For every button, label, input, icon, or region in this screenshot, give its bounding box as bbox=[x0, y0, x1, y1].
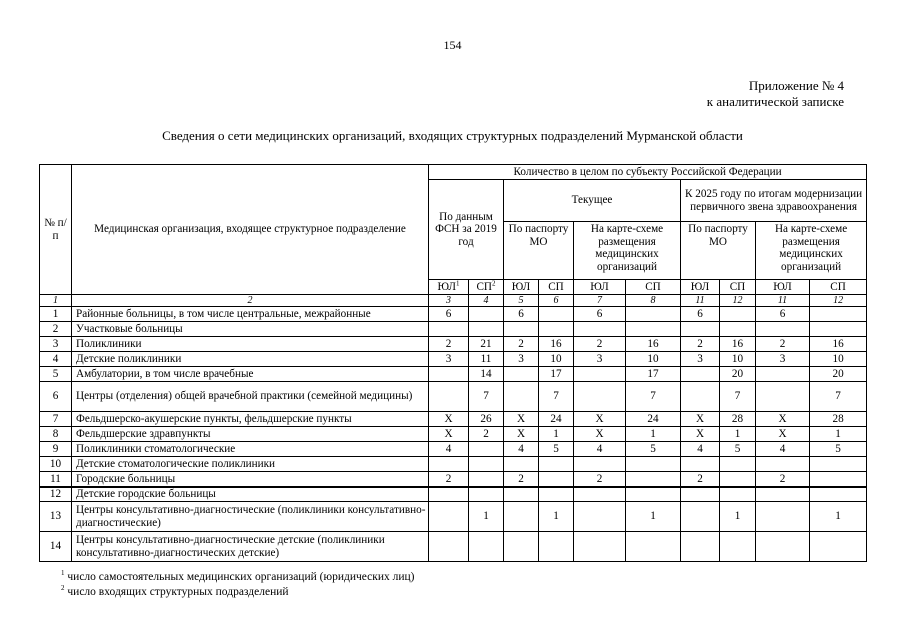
value-cell: 2 bbox=[681, 337, 720, 352]
value-cell bbox=[810, 457, 867, 472]
row-number: 1 bbox=[40, 307, 72, 322]
value-cell: 16 bbox=[720, 337, 756, 352]
row-number: 14 bbox=[40, 532, 72, 562]
value-cell: Х bbox=[756, 427, 810, 442]
value-cell bbox=[626, 487, 681, 502]
value-cell bbox=[469, 472, 504, 487]
value-cell bbox=[469, 457, 504, 472]
value-cell bbox=[810, 472, 867, 487]
value-cell bbox=[574, 502, 626, 532]
value-cell: 1 bbox=[720, 502, 756, 532]
org-name: Фельдшерско-акушерские пункты, фельдшерские пункты bbox=[72, 412, 429, 427]
value-cell bbox=[504, 502, 539, 532]
value-cell bbox=[756, 487, 810, 502]
row-number: 9 bbox=[40, 442, 72, 457]
value-cell bbox=[539, 322, 574, 337]
value-cell: 4 bbox=[504, 442, 539, 457]
header-fsn-yul: $ЮЛ^1$ bbox=[429, 280, 469, 295]
value-cell bbox=[539, 472, 574, 487]
column-index-row bbox=[40, 295, 867, 307]
value-cell bbox=[574, 367, 626, 382]
page-number: 154 bbox=[443, 38, 462, 52]
value-cell bbox=[429, 502, 469, 532]
header-yul: ЮЛ bbox=[574, 280, 626, 295]
value-cell bbox=[469, 307, 504, 322]
value-cell: 2 bbox=[429, 337, 469, 352]
value-cell bbox=[681, 487, 720, 502]
value-cell: 20 bbox=[720, 367, 756, 382]
value-cell bbox=[504, 382, 539, 412]
value-cell bbox=[539, 532, 574, 562]
value-cell: 2 bbox=[681, 472, 720, 487]
value-cell bbox=[756, 502, 810, 532]
value-cell: 20 bbox=[810, 367, 867, 382]
value-cell: 3 bbox=[681, 352, 720, 367]
header-2025: К 2025 году по итогам модернизации первичного звена здравоохранения bbox=[681, 180, 867, 222]
org-name: Поликлиники стоматологические bbox=[72, 442, 429, 457]
value-cell: 6 bbox=[574, 307, 626, 322]
value-cell bbox=[810, 487, 867, 502]
value-cell: 4 bbox=[681, 442, 720, 457]
header-sp: СП bbox=[626, 280, 681, 295]
appendix-line-1: Приложение № 4 bbox=[748, 78, 844, 93]
table-row bbox=[40, 352, 867, 367]
column-index: 7 bbox=[574, 295, 626, 307]
header-row-1 bbox=[40, 165, 867, 180]
appendix-note bbox=[707, 78, 844, 110]
column-index: 12 bbox=[810, 295, 867, 307]
column-index: 11 bbox=[756, 295, 810, 307]
value-cell bbox=[504, 367, 539, 382]
value-cell: 2 bbox=[574, 472, 626, 487]
table-body bbox=[40, 307, 867, 562]
value-cell: 2 bbox=[504, 337, 539, 352]
header-yul: ЮЛ bbox=[681, 280, 720, 295]
value-cell bbox=[469, 487, 504, 502]
value-cell: 16 bbox=[810, 337, 867, 352]
org-name: Фельдшерские здравпункты bbox=[72, 427, 429, 442]
column-index: 1 bbox=[40, 295, 72, 307]
value-cell: 6 bbox=[429, 307, 469, 322]
value-cell bbox=[504, 487, 539, 502]
header-yul: ЮЛ bbox=[504, 280, 539, 295]
row-number: 8 bbox=[40, 427, 72, 442]
value-cell bbox=[681, 382, 720, 412]
value-cell bbox=[720, 322, 756, 337]
value-cell: 2 bbox=[574, 337, 626, 352]
value-cell bbox=[429, 322, 469, 337]
value-cell: 2 bbox=[429, 472, 469, 487]
value-cell bbox=[681, 457, 720, 472]
header-fsn-sp: $СП^2$ bbox=[469, 280, 504, 295]
value-cell bbox=[756, 382, 810, 412]
value-cell bbox=[539, 487, 574, 502]
value-cell: 24 bbox=[539, 412, 574, 427]
column-index: 3 bbox=[429, 295, 469, 307]
value-cell bbox=[626, 457, 681, 472]
column-index: 4 bbox=[469, 295, 504, 307]
value-cell bbox=[756, 457, 810, 472]
org-name: Районные больницы, в том числе центральные, межрайонные bbox=[72, 307, 429, 322]
value-cell: 2 bbox=[756, 472, 810, 487]
value-cell: Х bbox=[574, 427, 626, 442]
value-cell: 21 bbox=[469, 337, 504, 352]
table-row bbox=[40, 412, 867, 427]
value-cell: 1 bbox=[720, 427, 756, 442]
value-cell bbox=[539, 457, 574, 472]
value-cell: 1 bbox=[469, 502, 504, 532]
footnotes bbox=[61, 570, 415, 600]
value-cell: 7 bbox=[810, 382, 867, 412]
value-cell: Х bbox=[504, 427, 539, 442]
column-index: 2 bbox=[72, 295, 429, 307]
header-yul: ЮЛ bbox=[756, 280, 810, 295]
value-cell bbox=[756, 367, 810, 382]
org-name: Амбулатории, в том числе врачебные bbox=[72, 367, 429, 382]
value-cell: 1 bbox=[626, 502, 681, 532]
header-org: Медицинская организация, входящее структурное подразделение bbox=[72, 165, 429, 295]
value-cell: 28 bbox=[720, 412, 756, 427]
table-row bbox=[40, 307, 867, 322]
value-cell: 10 bbox=[720, 352, 756, 367]
value-cell bbox=[429, 367, 469, 382]
table-row bbox=[40, 532, 867, 562]
value-cell: 17 bbox=[539, 367, 574, 382]
value-cell: 24 bbox=[626, 412, 681, 427]
value-cell bbox=[681, 502, 720, 532]
table-row bbox=[40, 367, 867, 382]
value-cell bbox=[626, 322, 681, 337]
value-cell bbox=[504, 322, 539, 337]
header-2025-map: На карте-схеме размещения медицинских организаций bbox=[756, 222, 867, 280]
row-number: 5 bbox=[40, 367, 72, 382]
value-cell bbox=[469, 532, 504, 562]
header-total: Количество в целом по субъекту Российской Федерации bbox=[429, 165, 867, 180]
value-cell: 2 bbox=[756, 337, 810, 352]
value-cell bbox=[429, 532, 469, 562]
value-cell: 7 bbox=[469, 382, 504, 412]
value-cell: Х bbox=[429, 427, 469, 442]
value-cell: 1 bbox=[539, 502, 574, 532]
value-cell bbox=[574, 382, 626, 412]
value-cell bbox=[720, 532, 756, 562]
column-index: 6 bbox=[539, 295, 574, 307]
value-cell bbox=[720, 457, 756, 472]
value-cell bbox=[429, 382, 469, 412]
value-cell: 16 bbox=[539, 337, 574, 352]
table-row bbox=[40, 382, 867, 412]
value-cell: 3 bbox=[429, 352, 469, 367]
value-cell bbox=[681, 322, 720, 337]
value-cell: 3 bbox=[574, 352, 626, 367]
column-index: 5 bbox=[504, 295, 539, 307]
header-current: Текущее bbox=[504, 180, 681, 222]
column-index: 11 bbox=[681, 295, 720, 307]
table-row bbox=[40, 502, 867, 532]
header-num: № п/п bbox=[40, 165, 72, 295]
value-cell: 10 bbox=[810, 352, 867, 367]
value-cell bbox=[810, 322, 867, 337]
value-cell: 17 bbox=[626, 367, 681, 382]
value-cell: 7 bbox=[539, 382, 574, 412]
value-cell: 10 bbox=[539, 352, 574, 367]
value-cell bbox=[469, 442, 504, 457]
table-row bbox=[40, 322, 867, 337]
table-row bbox=[40, 472, 867, 487]
value-cell: 2 bbox=[469, 427, 504, 442]
value-cell: 4 bbox=[429, 442, 469, 457]
value-cell: 5 bbox=[810, 442, 867, 457]
row-number: 4 bbox=[40, 352, 72, 367]
header-sp: СП bbox=[539, 280, 574, 295]
value-cell: Х bbox=[429, 412, 469, 427]
value-cell: 4 bbox=[756, 442, 810, 457]
org-name: Детские городские больницы bbox=[72, 487, 429, 502]
row-number: 11 bbox=[40, 472, 72, 487]
value-cell bbox=[574, 532, 626, 562]
appendix-line-2: к аналитической записке bbox=[706, 94, 844, 109]
value-cell: Х bbox=[504, 412, 539, 427]
row-number: 6 bbox=[40, 382, 72, 412]
footnote-1: $^1$ число самостоятельных медицинских организаций (юридических лиц) bbox=[61, 569, 415, 583]
org-name: Детские стоматологические поликлиники bbox=[72, 457, 429, 472]
value-cell: 7 bbox=[626, 382, 681, 412]
value-cell: 16 bbox=[626, 337, 681, 352]
table-row bbox=[40, 427, 867, 442]
header-fsn: По данным ФСН за 2019 год bbox=[429, 180, 504, 280]
value-cell: Х bbox=[574, 412, 626, 427]
value-cell bbox=[626, 532, 681, 562]
value-cell: 1 bbox=[810, 427, 867, 442]
value-cell: 6 bbox=[681, 307, 720, 322]
value-cell: Х bbox=[756, 412, 810, 427]
value-cell: 14 bbox=[469, 367, 504, 382]
table-row bbox=[40, 337, 867, 352]
row-number: 13 bbox=[40, 502, 72, 532]
value-cell: Х bbox=[681, 412, 720, 427]
org-name: Центры (отделения) общей врачебной практики (семейной медицины) bbox=[72, 382, 429, 412]
value-cell bbox=[810, 532, 867, 562]
value-cell bbox=[574, 322, 626, 337]
value-cell: 3 bbox=[504, 352, 539, 367]
org-name: Детские поликлиники bbox=[72, 352, 429, 367]
value-cell bbox=[626, 307, 681, 322]
value-cell bbox=[681, 367, 720, 382]
value-cell bbox=[756, 322, 810, 337]
org-name: Участковые больницы bbox=[72, 322, 429, 337]
value-cell bbox=[539, 307, 574, 322]
value-cell: 6 bbox=[504, 307, 539, 322]
header-current-passport: По паспорту МО bbox=[504, 222, 574, 280]
value-cell: 1 bbox=[626, 427, 681, 442]
header-2025-passport: По паспорту МО bbox=[681, 222, 756, 280]
value-cell bbox=[810, 307, 867, 322]
row-number: 12 bbox=[40, 487, 72, 502]
value-cell bbox=[574, 457, 626, 472]
value-cell bbox=[574, 487, 626, 502]
header-sp: СП bbox=[810, 280, 867, 295]
value-cell: 3 bbox=[756, 352, 810, 367]
value-cell: 7 bbox=[720, 382, 756, 412]
value-cell: 1 bbox=[810, 502, 867, 532]
value-cell bbox=[720, 487, 756, 502]
value-cell: 4 bbox=[574, 442, 626, 457]
table-row bbox=[40, 457, 867, 472]
value-cell: 5 bbox=[720, 442, 756, 457]
document-title: Сведения о сети медицинских организаций, входящих структурных подразделений Мурманской области bbox=[162, 128, 743, 143]
medical-network-table bbox=[39, 164, 867, 562]
column-index: 8 bbox=[626, 295, 681, 307]
value-cell bbox=[626, 472, 681, 487]
org-name: Центры консультативно-диагностические (поликлиники консультативно-диагностические) bbox=[72, 502, 429, 532]
value-cell: 5 bbox=[539, 442, 574, 457]
value-cell: Х bbox=[681, 427, 720, 442]
header-sp: СП bbox=[720, 280, 756, 295]
value-cell: 1 bbox=[539, 427, 574, 442]
value-cell: 6 bbox=[756, 307, 810, 322]
org-name: Центры консультативно-диагностические детские (поликлиники консультативно-диагностических детские) bbox=[72, 532, 429, 562]
value-cell bbox=[429, 487, 469, 502]
value-cell: 5 bbox=[626, 442, 681, 457]
column-index: 12 bbox=[720, 295, 756, 307]
row-number: 2 bbox=[40, 322, 72, 337]
row-number: 3 bbox=[40, 337, 72, 352]
footnote-2: $^2$ число входящих структурных подразделений bbox=[61, 584, 289, 598]
value-cell: 26 bbox=[469, 412, 504, 427]
value-cell bbox=[504, 532, 539, 562]
row-number: 7 bbox=[40, 412, 72, 427]
value-cell bbox=[681, 532, 720, 562]
value-cell bbox=[720, 307, 756, 322]
table-row bbox=[40, 487, 867, 502]
value-cell: 28 bbox=[810, 412, 867, 427]
value-cell bbox=[756, 532, 810, 562]
value-cell: 11 bbox=[469, 352, 504, 367]
org-name: Поликлиники bbox=[72, 337, 429, 352]
value-cell bbox=[469, 322, 504, 337]
value-cell bbox=[720, 472, 756, 487]
value-cell: 2 bbox=[504, 472, 539, 487]
org-name: Городские больницы bbox=[72, 472, 429, 487]
value-cell: 10 bbox=[626, 352, 681, 367]
table-row bbox=[40, 442, 867, 457]
value-cell bbox=[429, 457, 469, 472]
header-current-map: На карте-схеме размещения медицинских организаций bbox=[574, 222, 681, 280]
row-number: 10 bbox=[40, 457, 72, 472]
value-cell bbox=[504, 457, 539, 472]
